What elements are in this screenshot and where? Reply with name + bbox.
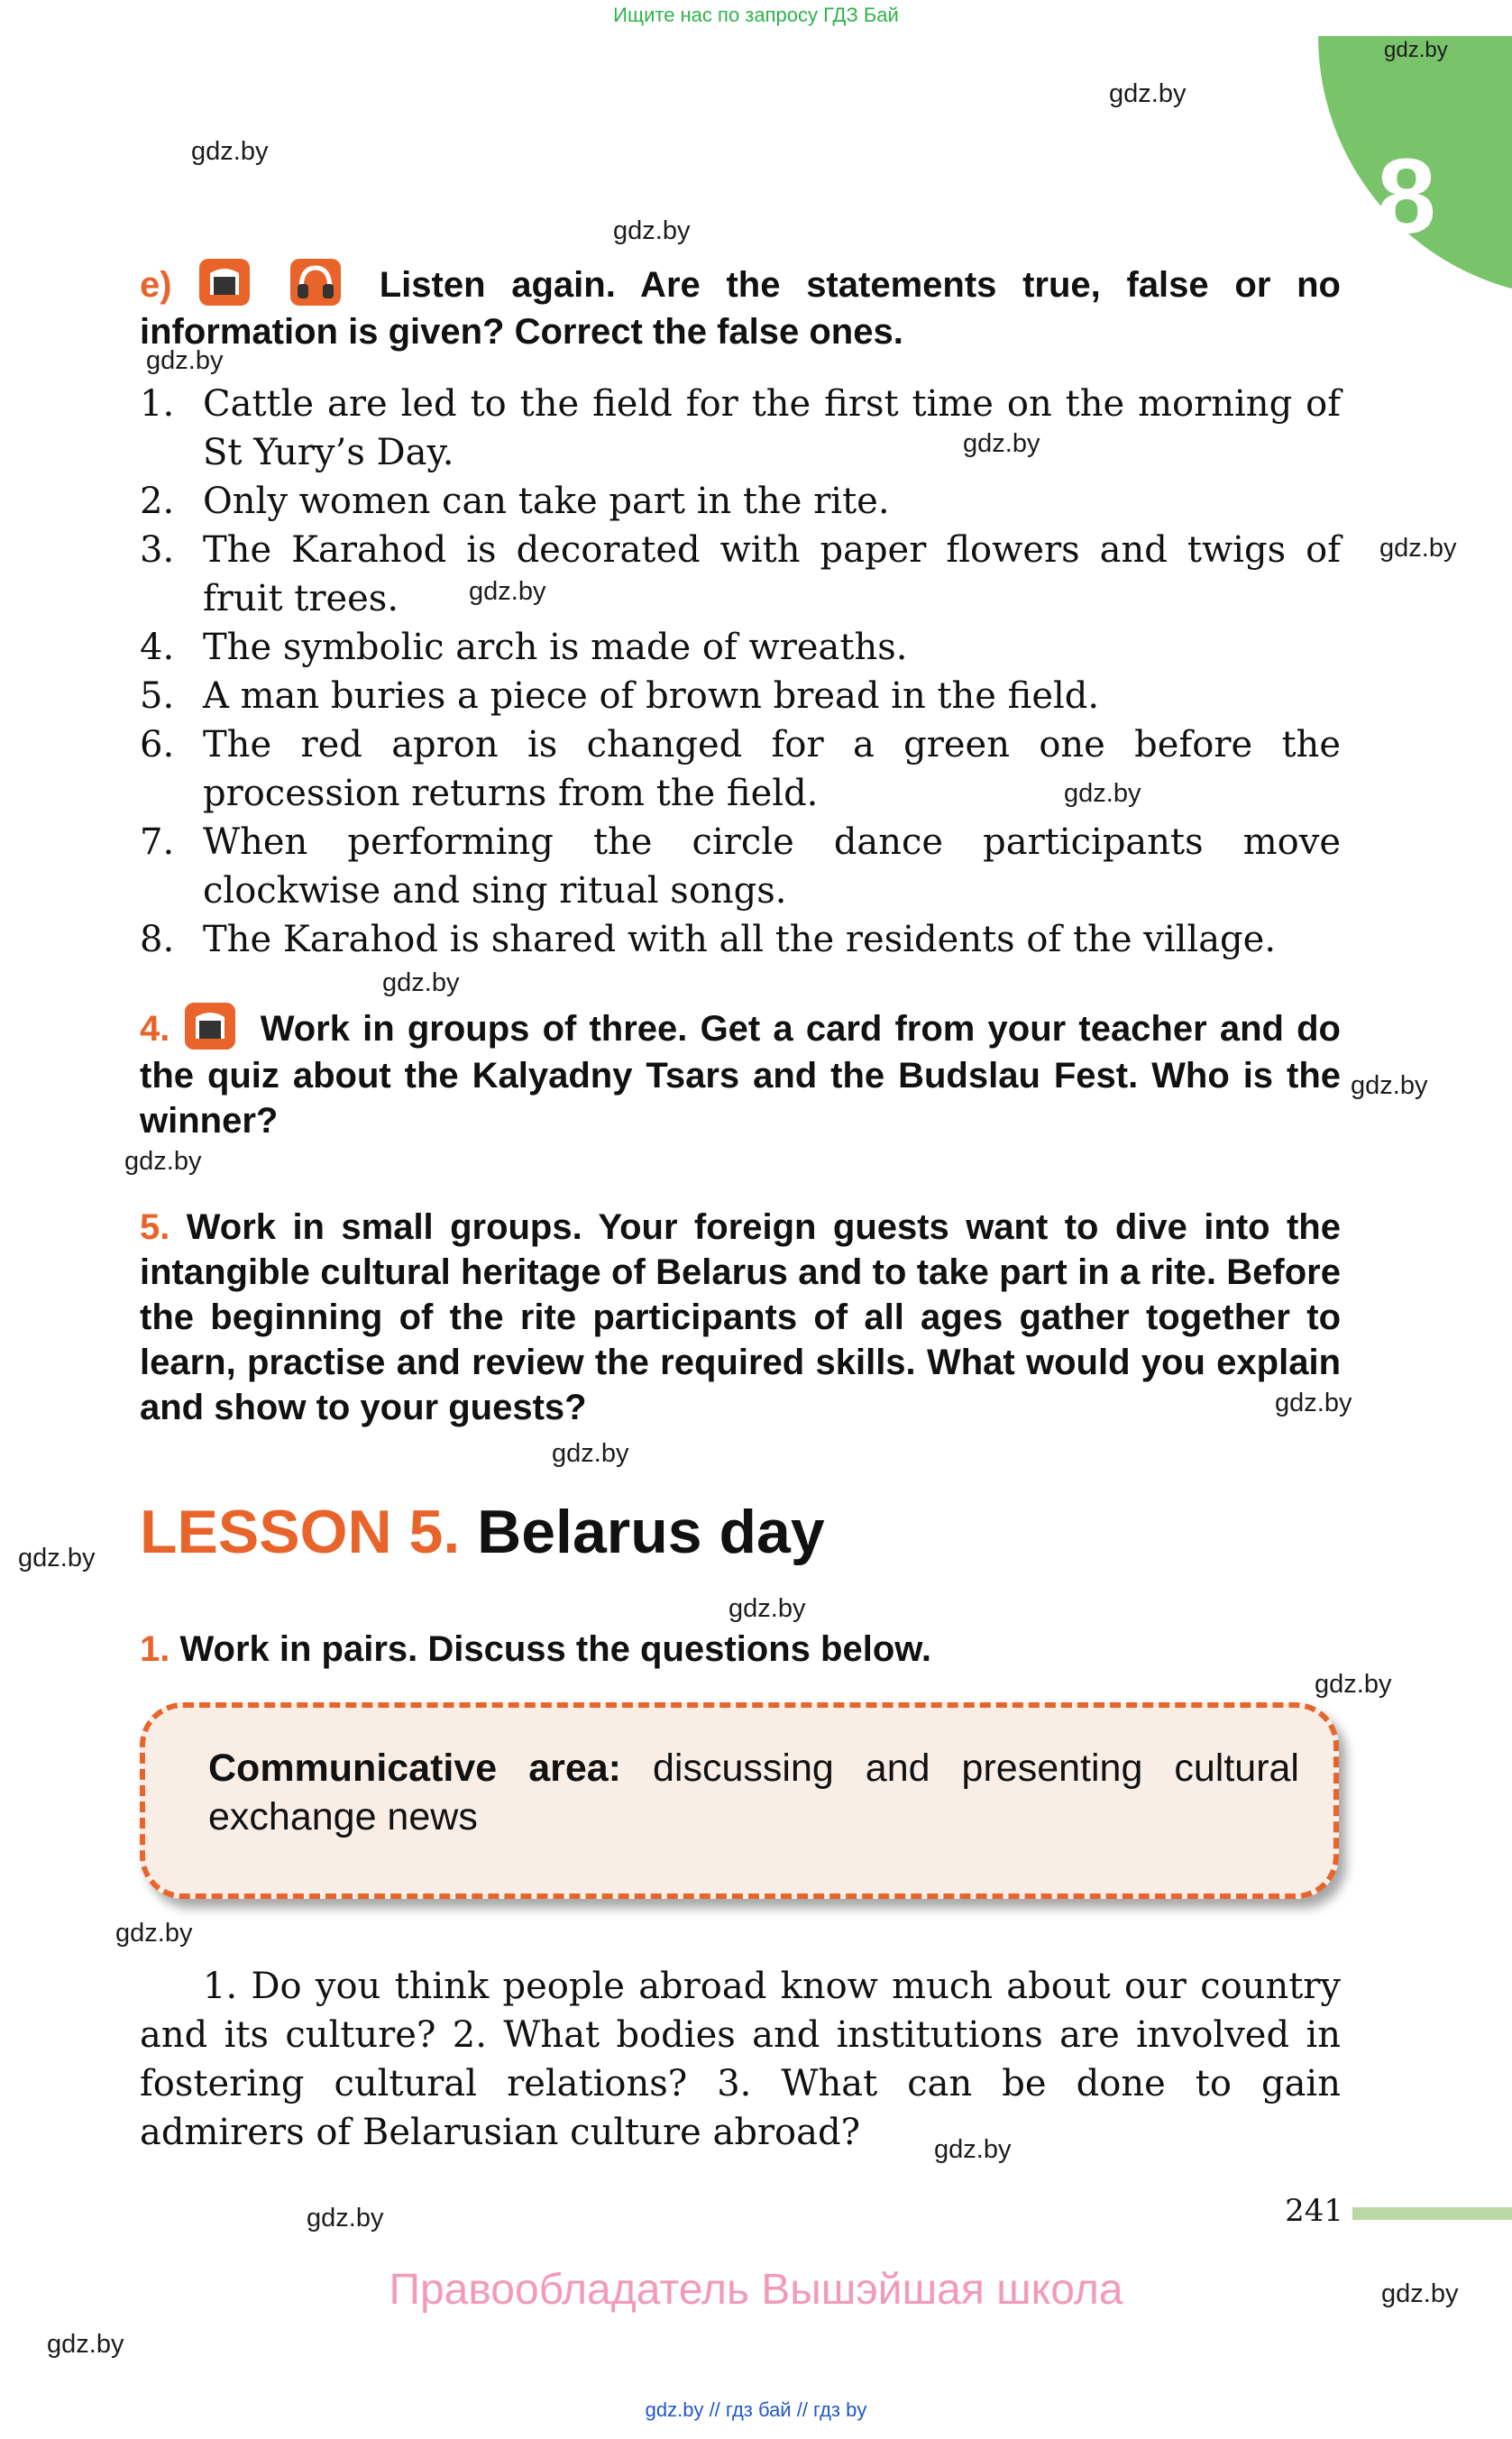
- communicative-area-description: discussing and presenting cultural exchange news: [208, 1747, 1299, 1838]
- task-5-number: 5.: [140, 1207, 170, 1247]
- watermark: gdz.by: [1315, 1670, 1392, 1699]
- lesson-heading: [140, 1497, 825, 1567]
- watermark: gdz.by: [1275, 1389, 1352, 1417]
- top-banner[interactable]: Ищите нас по запросу ГДЗ Бай: [613, 4, 899, 26]
- watermark: gdz.by: [469, 577, 546, 606]
- watermark: gdz.by: [146, 346, 224, 375]
- list-item: 2. Only women can take part in the rite.: [140, 481, 890, 522]
- task-4-number: 4.: [140, 1009, 170, 1049]
- lesson-task-1-number: 1.: [140, 1629, 170, 1669]
- communicative-area-label: Communicative area:: [208, 1747, 621, 1790]
- watermark: gdz.by: [1381, 2279, 1459, 2308]
- watermark: gdz.by: [1109, 79, 1187, 108]
- headphones-icon: [289, 255, 343, 309]
- task-e: [140, 255, 1341, 354]
- watermark: gdz.by: [613, 216, 691, 245]
- watermark: gdz.by: [382, 968, 460, 997]
- watermark: gdz.by: [124, 1147, 202, 1176]
- watermark: gdz.by: [1384, 38, 1448, 62]
- watermark: gdz.by: [934, 2135, 1012, 2164]
- watermark: gdz.by: [1351, 1071, 1428, 1100]
- watermark: gdz.by: [18, 1544, 96, 1573]
- bottom-banner[interactable]: gdz.by // гдз бай // гдз by: [645, 2398, 867, 2421]
- list-item: 5. A man buries a piece of brown bread in the field.: [140, 675, 1100, 717]
- watermark: gdz.by: [729, 1594, 806, 1623]
- watermark: gdz.by: [191, 137, 269, 166]
- watermark: gdz.by: [1064, 779, 1141, 808]
- watermark: gdz.by: [115, 1919, 193, 1948]
- page-number-bar: [1352, 2207, 1512, 2220]
- list-item: 1. Cattle are led to the field for the first time on the morning of St Yury’s Day.: [140, 383, 1341, 473]
- list-item: 4. The symbolic arch is made of wreaths.: [140, 627, 908, 668]
- lesson-task-1-text: Work in pairs. Discuss the questions below.: [179, 1629, 931, 1669]
- watermark: gdz.by: [47, 2330, 124, 2359]
- watermark: gdz.by: [1379, 534, 1457, 563]
- task-4: [140, 999, 1341, 1143]
- statements-list: [140, 380, 1341, 964]
- watermark: gdz.by: [963, 429, 1040, 458]
- questions-paragraph: 1. Do you think people abroad know much about our country and its culture? 2. What bodies and institutions are involved in fostering cultural relations? 3. What can be done to gain admirers of Belarusian culture abroad?: [140, 1966, 1341, 2153]
- task-e-letter: e): [140, 265, 172, 305]
- list-item: 6. The red apron is changed for a green one before the procession returns from the field.: [140, 724, 1341, 814]
- list-item: 3. The Karahod is decorated with paper flowers and twigs of fruit trees.: [140, 529, 1341, 619]
- communicative-area-box: [140, 1702, 1339, 1899]
- list-item: 8. The Karahod is shared with all the residents of the village.: [140, 919, 1277, 960]
- copyright-owner: Правообладатель Вышэйшая школа: [389, 2266, 1123, 2314]
- lesson-task-1: [140, 1627, 1341, 1672]
- task-e-text: Listen again. Are the statements true, false or no information is given? Correct the false ones.: [140, 265, 1341, 352]
- communicative-area-text: [208, 1744, 1299, 1841]
- chapter-number: 8: [1377, 137, 1436, 256]
- lesson-title: Belarus day: [477, 1498, 825, 1566]
- watermark: gdz.by: [552, 1439, 629, 1468]
- textbook-icon: [183, 999, 237, 1053]
- task-5-text: Work in small groups. Your foreign guests want to dive into the intangible cultural heritage of Belarus and to take part in a rite. Before the beginning of the rite participants of all ages gather together to learn, practise and review the required skills. What would you explain and show to your guests?: [140, 1207, 1341, 1427]
- page-number: 241: [1285, 2193, 1343, 2229]
- list-item: 7. When performing the circle dance participants move clockwise and sing ritual songs.: [140, 821, 1341, 912]
- lesson-number: LESSON 5.: [140, 1498, 461, 1566]
- task-5: [140, 1205, 1341, 1430]
- watermark: gdz.by: [307, 2204, 384, 2233]
- task-4-text: Work in groups of three. Get a card from your teacher and do the quiz about the Kalyadny Tsars and the Budslau Fest. Who is the winner?: [140, 1009, 1341, 1141]
- textbook-icon: [197, 255, 252, 309]
